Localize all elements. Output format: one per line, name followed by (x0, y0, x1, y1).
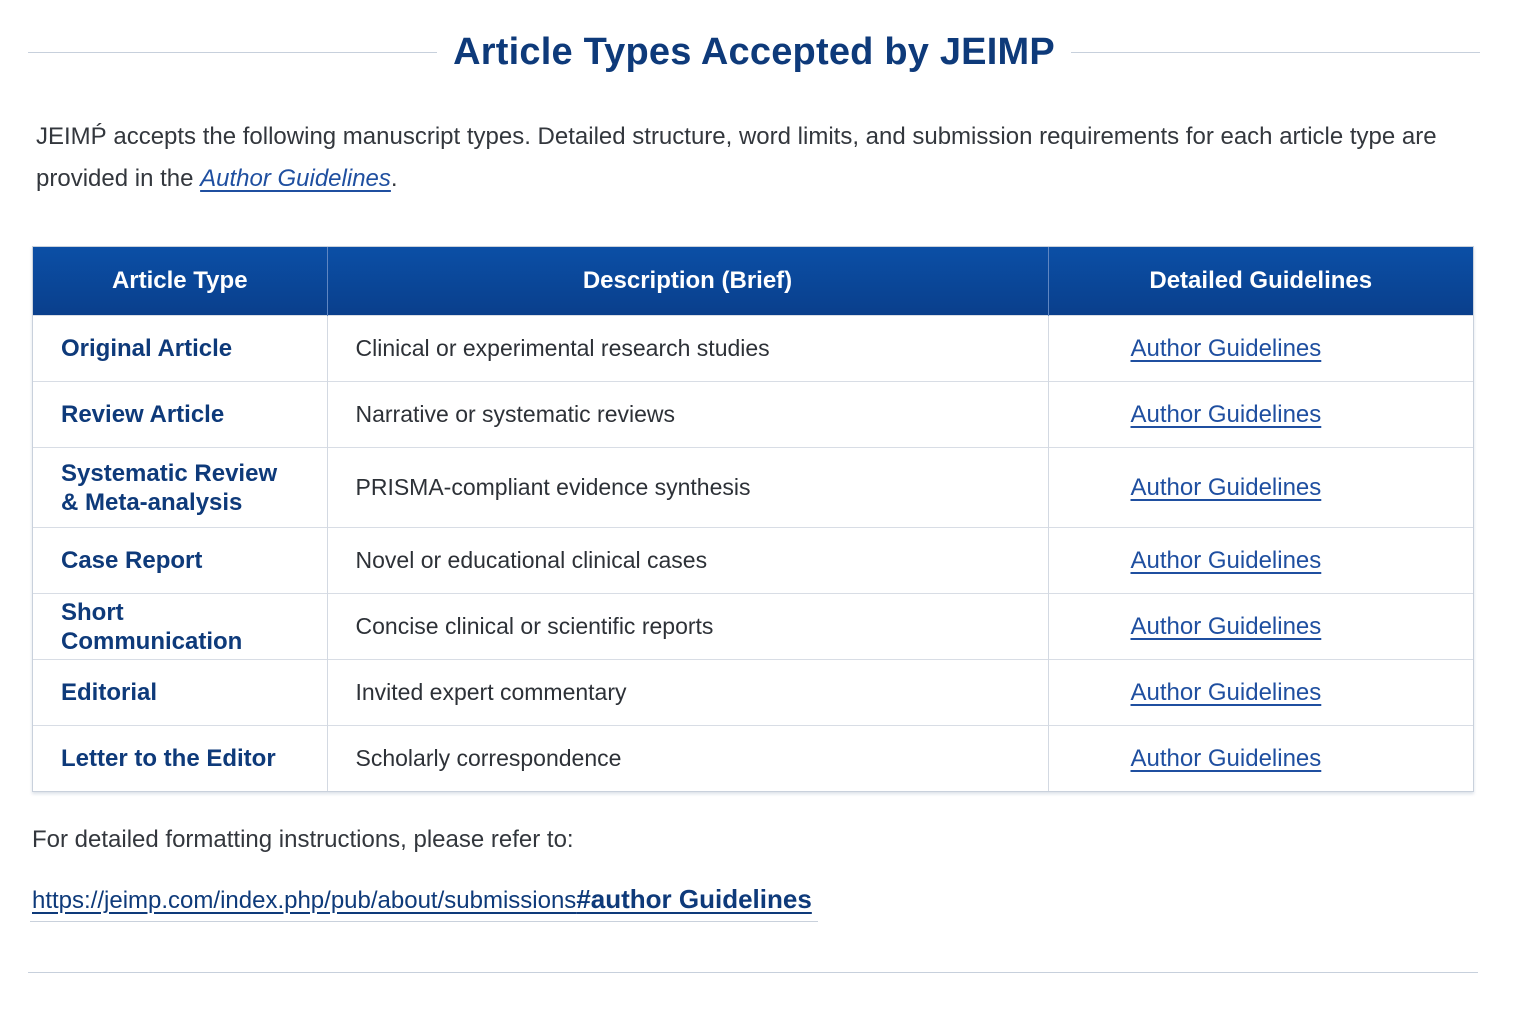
article-type-cell: Original Article (33, 316, 327, 382)
table (33, 247, 1473, 791)
author-guidelines-link[interactable]: Author Guidelines (1130, 334, 1322, 362)
guidelines-cell (1048, 382, 1473, 448)
description-cell: Concise clinical or scientific reports (327, 594, 1048, 660)
guidelines-cell (1048, 660, 1473, 726)
table-header-row (33, 247, 1473, 316)
table-row (33, 528, 1473, 594)
description-cell: Clinical or experimental research studies (327, 316, 1048, 382)
article-type-cell: Editorial (33, 660, 327, 726)
guidelines-cell (1048, 594, 1473, 660)
table-row (33, 316, 1473, 382)
description-cell: Invited expert commentary (327, 660, 1048, 726)
header-article-type: Article Type (33, 247, 327, 316)
intro-author-guidelines-link[interactable]: Author Guidelines (200, 165, 391, 192)
guidelines-cell (1048, 528, 1473, 594)
table-row (33, 726, 1473, 792)
table-row (33, 660, 1473, 726)
bottom-divider (28, 972, 1478, 973)
author-guidelines-link[interactable]: Author Guidelines (1130, 678, 1322, 706)
author-guidelines-link[interactable]: Author Guidelines (1130, 612, 1322, 640)
description-cell: PRISMA-compliant evidence synthesis (327, 448, 1048, 528)
page-title: Article Types Accepted by JEIMP (453, 30, 1055, 73)
author-guidelines-link[interactable]: Author Guidelines (1130, 546, 1322, 574)
url-anchor: #author Guidelines (576, 884, 812, 914)
author-guidelines-link[interactable]: Author Guidelines (1130, 473, 1322, 501)
article-type-cell: Letter to the Editor (33, 726, 327, 792)
guidelines-cell (1048, 316, 1473, 382)
description-cell: Novel or educational clinical cases (327, 528, 1048, 594)
intro-text: JEIMṔ accepts the following manuscript types. Detailed structure, word limits, and submission requirements for each article type are provided in the (36, 123, 1437, 192)
guidelines-cell (1048, 726, 1473, 792)
table-row (33, 382, 1473, 448)
intro-paragraph (36, 116, 1476, 200)
header-guidelines: Detailed Guidelines (1048, 247, 1473, 316)
title-rule-right (1071, 52, 1480, 53)
author-guidelines-link[interactable]: Author Guidelines (1130, 744, 1322, 772)
submission-url-box (30, 878, 818, 922)
refer-text: For detailed formatting instructions, please refer to: (32, 826, 574, 853)
intro-text-end: . (390, 165, 398, 192)
table-row (33, 594, 1473, 660)
article-type-cell: Short Communication (33, 594, 327, 660)
header-description: Description (Brief) (327, 247, 1048, 316)
table-row (33, 448, 1473, 528)
article-types-table (32, 246, 1474, 792)
author-guidelines-link[interactable]: Author Guidelines (1130, 400, 1322, 428)
article-type-cell: Case Report (33, 528, 327, 594)
url-main: https://jeimp.com/index.php/pub/about/submissions (32, 887, 577, 914)
title-row (28, 22, 1480, 82)
article-type-cell: Systematic Review & Meta-analysis (33, 448, 327, 528)
article-type-cell: Review Article (33, 382, 327, 448)
description-cell: Scholarly correspondence (327, 726, 1048, 792)
title-rule-left (28, 52, 437, 53)
submission-url-link[interactable] (32, 884, 812, 914)
guidelines-cell (1048, 448, 1473, 528)
description-cell: Narrative or systematic reviews (327, 382, 1048, 448)
